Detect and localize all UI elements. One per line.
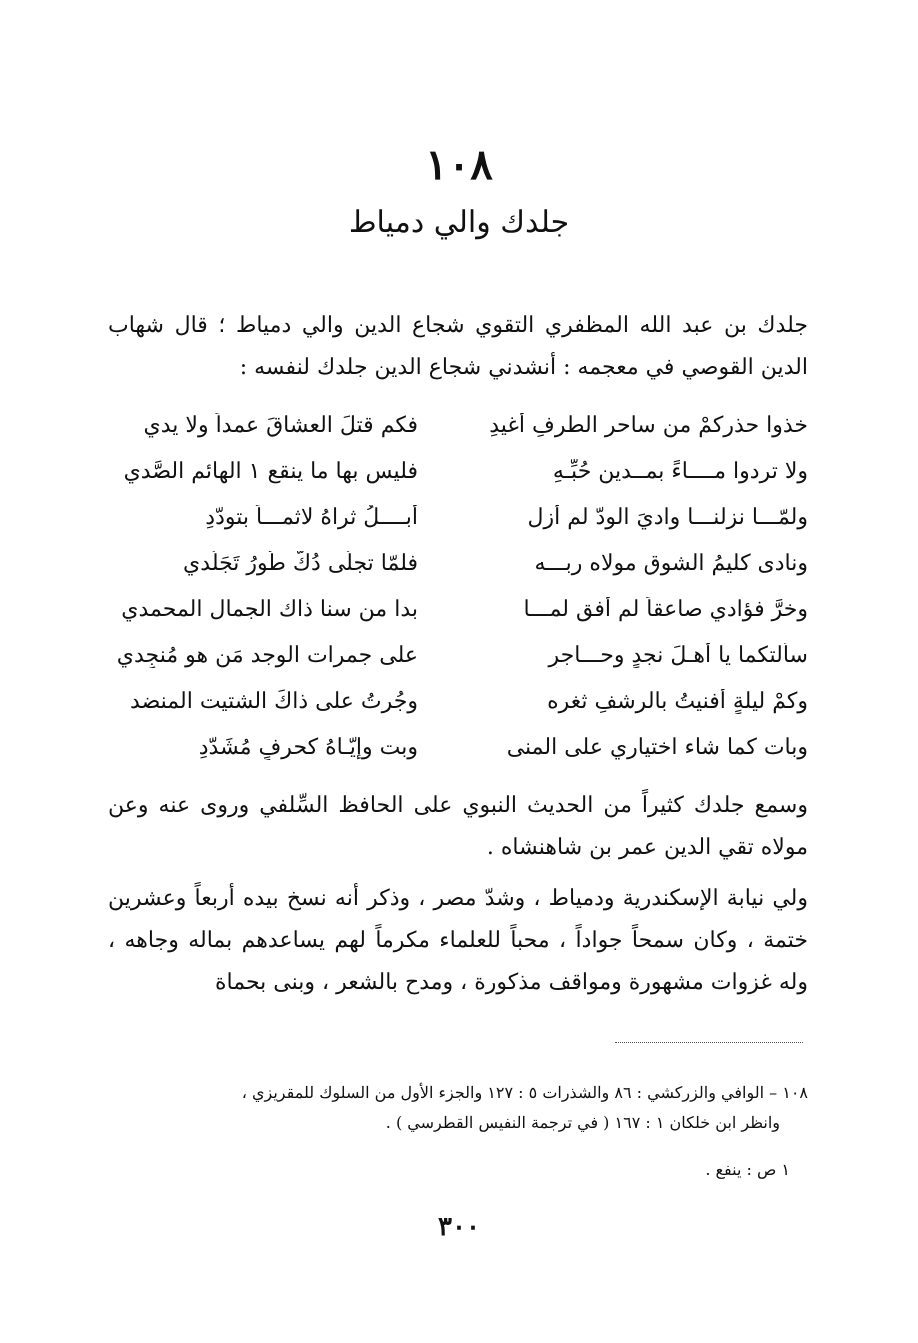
footnote: ١ ص : ينفع . <box>705 1160 790 1179</box>
body-paragraph: ولي نيابة الإسكندرية ودمياط ، وشدّ مصر ، وذكر أنه نسخ بيده أربعاً وعشرين ختمة ، وكان سمحاً جواداً ، محباً للعلماء مكرماً لهم يساعدهم بماله وجاهه ، وله غزوات مشهورة ومواقف مذكورة ، ومدح بالشعر ، وبنى بحماة <box>108 886 808 995</box>
source-note-line: وانظر ابن خلكان ١ : ١٦٧ ( في ترجمة النفيس القطرسي ) . <box>385 1113 780 1132</box>
poem-verse <box>108 494 808 540</box>
verse-first-hemistich: ولمّـــا نزلنـــا واديَ الودّ لم أزل <box>527 504 808 530</box>
verse-second-hemistich: فليس بها ما ينقع ١ الهائم الصَّدي <box>123 458 418 484</box>
poem-verse <box>108 724 808 770</box>
poem <box>108 402 808 770</box>
page-number: ٣٠٠ <box>438 1212 480 1242</box>
verse-first-hemistich: ولا تردوا مــــاءً بمــدينِ حُبِّـهِ <box>552 458 808 484</box>
source-notes <box>108 1078 808 1138</box>
poem-verse <box>108 448 808 494</box>
footnote-divider <box>615 1042 803 1043</box>
intro-paragraph: جلدك بن عبد الله المظفري التقوي شجاع الدين والي دمياط ؛ قال شهاب الدين القوصي في معجمه : أنشدني شجاع الدين جلدك لنفسه : <box>108 313 808 380</box>
poem-verse <box>108 632 808 678</box>
verse-first-hemistich: وبات كما شاء اختياري على المنى <box>506 734 808 760</box>
verse-second-hemistich: بدا من سنا ذاك الجمال المحمدي <box>121 596 418 622</box>
verse-first-hemistich: ونادى كليمُ الشوق مولاه ربـــه <box>534 550 808 576</box>
verse-second-hemistich: وجُرتُ على ذاكَ الشتيت المنضد <box>130 688 418 714</box>
source-note-line: ١٠٨ – الوافي والزركشي : ٨٦ والشذرات ٥ : ١٢٧ والجزء الأول من السلوك للمقريزي ، <box>241 1083 808 1102</box>
poem-verse <box>108 540 808 586</box>
entry-number: ١٠٨ <box>425 140 493 189</box>
verse-second-hemistich: على جمرات الوجد مَن هو مُنجِدي <box>116 642 418 668</box>
verse-first-hemistich: سألتكما يا أهـلَ نجدٍ وحـــاجرٍ <box>548 642 808 668</box>
entry-title: جلدك والي دمياط <box>348 205 570 240</box>
verse-second-hemistich: فكم قتلَ العشاقَ عمداً ولا يدي <box>143 412 418 438</box>
poem-verse <box>108 402 808 448</box>
verse-second-hemistich: فلمّا تجلّى دُكَّ طُورُ تَجَلّدي <box>183 550 418 576</box>
verse-first-hemistich: وكمْ ليلةٍ أفنيتُ بالرشفِ ثغره <box>547 688 808 714</box>
poem-verse <box>108 586 808 632</box>
verse-first-hemistich: وخرَّ فؤادي صاعقاً لم أفق لمـــا <box>523 596 808 622</box>
verse-first-hemistich: خذوا حذركمْ من ساحرِ الطرفِ أغيدِ <box>489 412 808 438</box>
poem-verse <box>108 678 808 724</box>
verse-second-hemistich: أبــــلُ ثراهُ لاثمـــاً بتودّدِ <box>205 504 418 530</box>
body-paragraph: وسمع جلدك كثيراً من الحديث النبوي على الحافظ السِّلفي وروى عنه وعن مولاه تقي الدين عمر بن شاهنشاه . <box>108 793 808 860</box>
verse-second-hemistich: وبت وإيّـاهُ كحرفٍ مُشَدّدِ <box>198 734 418 760</box>
